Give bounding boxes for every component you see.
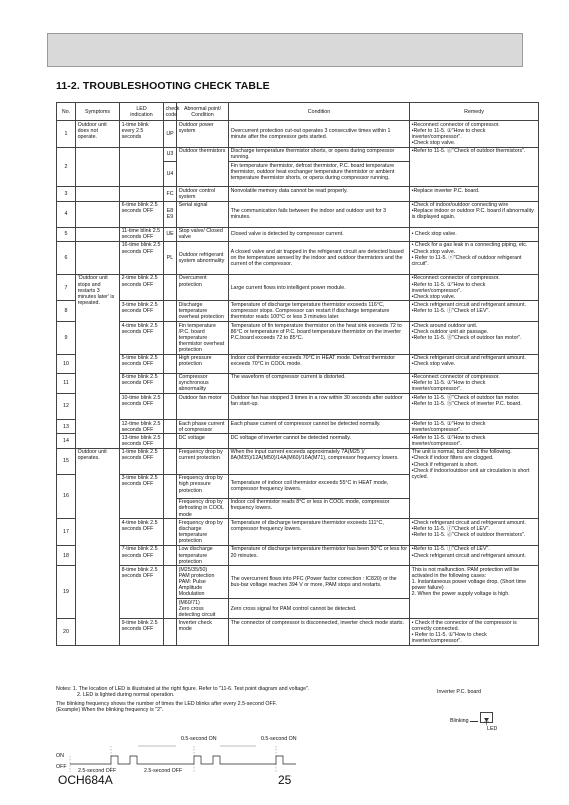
row-number: 10 [57,354,76,373]
remedy-cell: •Check refrigerant circuit and refrigerant amount. •Check stop valve. [410,354,539,373]
inverter-board-label: Inverter P.C. board [437,689,482,695]
header-band [47,33,523,67]
condition-cell: The waveform of compressor current is distorted. [229,373,410,393]
led-cell: 5-time blink 2.5 seconds OFF [120,354,164,373]
note-line: (Example) When the blinking frequency is "2". [56,707,164,714]
abnormal-cell: Frequency drop by defrosting in COOL mode [177,498,229,518]
abnormal-cell: (M25/35/50) PAM protection PAM: Pulse Amplitude Modulation [177,566,229,599]
table-row [57,545,539,565]
condition-cell: A closed valve and air trapped in the refrigerant circuit are detected based on the temperature sensed by the indoor and outdoor thermistors and the current of the compressor. [229,241,410,274]
abnormal-cell: Outdoor control system [177,187,229,201]
remedy-cell: •Refer to 11-5. ⓕ"Check of LEV". •Check refrigerant circuit and refrigerant amount. [410,545,539,565]
remedy-cell: •Refer to 11-5. ①"How to check inverter/compressor". [410,434,539,448]
row-number: 13 [57,420,76,434]
header-remedy: Remedy [410,103,539,121]
table-row [57,354,539,373]
row-number: 15 [57,448,76,474]
table-row [57,519,539,546]
table-row [57,566,539,599]
check-code-cell: U3 [164,147,177,161]
check-code-cell [164,373,177,393]
check-code-cell: FC [164,187,177,201]
symptom-cell [76,201,120,227]
check-code-cell: UE [164,227,177,241]
model-code: OCH684A [58,773,113,787]
check-code-cell [164,321,177,354]
condition-cell: Indoor coil thermistor reads 8°C or less in COOL mode, compressor frequency lowers. [229,498,410,518]
remedy-cell: •Reconnect connector of compressor. •Refer to 11-5. ①"How to check inverter/compressor". [410,373,539,393]
symptom-cell [76,227,120,241]
condition-cell: Fin temperature thermistor, defrost thermistor, P.C. board temperature thermistor, outdoor heat exchanger temperature thermistor or ambient temperature thermistor shorts, or opens during compressor running. [229,162,410,187]
note-line: 2. LED is lighted during normal operation. [77,692,175,699]
header-check-code: check code [164,103,177,121]
abnormal-cell: DC voltage [177,434,229,448]
table-row [57,373,539,393]
led-cell: 3-time blink 2.5 seconds OFF [120,474,164,518]
half-second-on-label: 0.5-second ON [181,736,217,742]
check-code-cell: PL [164,241,177,274]
remedy-cell: •Reconnect connector of compressor. •Refer to 11-5. ①"How to check inverter/compressor". •Check stop valve. [410,121,539,148]
header-led: LED indication [120,103,164,121]
led-cell: 11-time blink 2.5 seconds OFF [120,227,164,241]
abnormal-cell: Outdoor power system [177,121,229,148]
off-duration-label: 2.5-second OFF [144,768,183,774]
table-row [57,274,539,301]
note-line: Notes: 1. The location of LED is illustrated at the right figure. Refer to "11-6. Test point diagram and voltage". [56,686,310,692]
condition-cell: Zero cross signal for PAM control cannot be detected. [229,598,410,618]
remedy-cell: •Reconnect connector of compressor. •Refer to 11-5. ①"How to check inverter/compressor". •Check stop valve. [410,274,539,301]
abnormal-cell: Each phase current of compressor [177,420,229,434]
table-row [57,301,539,321]
led-cell: 4-time blink 2.5 seconds OFF [120,321,164,354]
led-cell: 16-time blink 2.5 seconds OFF [120,241,164,274]
condition-cell: Temperature of discharge temperature thermistor exceeds 111°C, compressor frequency lowers. [229,519,410,546]
table-row [57,227,539,241]
check-code-cell [164,354,177,373]
remedy-cell: • Check if the connector of the compressor is correctly connected. • Refer to 11-5. ①"How to check inverter/compressor". [410,619,539,646]
remedy-cell: •Refer to 11-5. ⓓ"Check of outdoor thermistors". [410,147,539,186]
table-row [57,420,539,434]
note-line: The blinking frequency shows the number of times the LED blinks after every 2.5-second OFF. [56,700,277,707]
check-code-cell [164,434,177,448]
led-cell: 4-time blink 2.5 seconds OFF [120,519,164,546]
troubleshooting-table [56,102,539,646]
page-title: 11-2. TROUBLESHOOTING CHECK TABLE [56,80,270,92]
abnormal-cell: Compressor synchronous abnormality [177,373,229,393]
condition-cell: Overcurrent protection cut-out operates 3 consecutive times within 1 minute after the compressor gets started. [229,121,410,148]
symptom-cell [76,147,120,186]
led-cell: 7-time blink 2.5 seconds OFF [120,545,164,565]
abnormal-cell: Frequency drop by current protection [177,448,229,474]
table-row [57,321,539,354]
table-row [57,394,539,420]
row-number: 11 [57,373,76,393]
led-cell: 1-time blink 2.5 seconds OFF [120,448,164,474]
symptom-cell [76,241,120,274]
abnormal-cell: Serial signal [177,201,229,227]
remedy-cell: •Check of indoor/outdoor connecting wire •Replace indoor or outdoor P.C. board if abnormality is displayed again. [410,201,539,227]
table-row [57,201,539,227]
abnormal-cell: Stop valve/ Closed valve [177,227,229,241]
condition-cell: The communication fails between the indoor and outdoor unit for 3 minutes. [229,201,410,227]
condition-cell: Temperature of discharge temperature thermistor has been 50°C or less for 20 minutes. [229,545,410,565]
condition-cell: Temperature of fin temperature thermistor on the heat sink exceeds 72 to 86°C or temperature of P.C. board temperature thermistor on the inverter P.C.board exceeds 72 to 85°C. [229,321,410,354]
abnormal-cell: Outdoor refrigerant system abnormality [177,241,229,274]
row-number: 8 [57,301,76,321]
condition-cell: Nonvolatile memory data cannot be read properly. [229,187,410,201]
table-row [57,448,539,474]
row-number: 17 [57,519,76,546]
table-row [57,121,539,148]
symptom-cell: Outdoor unit does not operate. [76,121,120,148]
page-number: 25 [278,773,292,787]
abnormal-cell: Overcurrent protection [177,274,229,301]
abnormal-cell: Frequency drop by discharge temperature protection [177,519,229,546]
check-code-cell [164,566,177,619]
condition-cell: Temperature of indoor coil thermistor exceeds 55°C in HEAT mode, compressor frequency lowers. [229,474,410,498]
timing-waveform [56,742,516,774]
remedy-cell: This is not malfunction. PAM protection will be activated in the following cases: 1. Instantaneous power voltage drop. (Short time power failure) 2. When the power supply voltage is high. [410,566,539,619]
check-code-cell [164,474,177,518]
led-symbol [480,712,493,723]
row-number: 18 [57,545,76,565]
led-cell: 3-time blink 2.5 seconds OFF [120,301,164,321]
row-number: 2 [57,147,76,186]
check-code-cell [164,448,177,474]
remedy-cell: • Check stop valve. [410,227,539,241]
led-label: LED [487,726,498,732]
led-cell: 6-time blink 2.5 seconds OFF [120,201,164,227]
led-cell: 1-time blink every 2.5 seconds [120,121,164,148]
row-number: 5 [57,227,76,241]
condition-cell: DC voltage of inverter cannot be detected normally. [229,434,410,448]
led-cell: 13-time blink 2.5 seconds OFF [120,434,164,448]
remedy-cell: •Check refrigerant circuit and refrigerant amount. •Refer to 11-5. ⓕ"Check of LEV". [410,301,539,321]
row-number: 12 [57,394,76,420]
abnormal-cell: Fin temperature /P.C. board temperature thermistor overheat protection [177,321,229,354]
on-label: ON [56,753,64,759]
led-cell: 9-time blink 2.5 seconds OFF [120,619,164,646]
row-number: 6 [57,241,76,274]
symptom-cell: 'Outdoor unit stops and restarts 3 minutes later' is repeated. [76,274,120,448]
table-row [57,434,539,448]
condition-cell: Temperature of discharge temperature thermistor exceeds 116°C, compressor stops. Compressor can restart if discharge temperature thermistor reads 100°C or less 3 minutes later. [229,301,410,321]
check-code-cell [164,301,177,321]
row-number: 19 [57,566,76,619]
table-row [57,241,539,274]
led-icon [481,717,492,726]
table-row [57,619,539,646]
half-second-on-label: 0.5-second ON [261,736,297,742]
abnormal-cell: (M60/71) Zero cross detecting circuit [177,598,229,618]
header-no: No. [57,103,76,121]
condition-cell: Large current flows into intelligent power module. [229,274,410,301]
condition-cell: Each phase current of compressor cannot be detected normally. [229,420,410,434]
check-code-cell [164,519,177,546]
condition-cell: Closed valve is detected by compressor current. [229,227,410,241]
check-code-cell: U4 [164,162,177,187]
condition-cell: The connector of compressor is disconnected, inverter check mode starts. [229,619,410,646]
remedy-cell: •Replace inverter P.C. board. [410,187,539,201]
abnormal-cell: Outdoor thermistors [177,147,229,186]
row-number: 7 [57,274,76,301]
header-abnormal: Abnormal point/ Condition [177,103,229,121]
abnormal-cell: High pressure protection [177,354,229,373]
notes [56,686,309,714]
remedy-cell: •Refer to 11-5. ⓖ"Check of outdoor fan motor. •Refer to 11-5. ⓗ"Check of inverter P.C. board. [410,394,539,420]
header-condition: Condition [229,103,410,121]
condition-cell: Outdoor fan has stopped 3 times in a row within 30 seconds after outdoor fan start-up. [229,394,410,420]
check-code-cell [164,619,177,646]
abnormal-cell: Inverter check mode [177,619,229,646]
check-code-cell: E8 E9 [164,201,177,227]
remedy-cell: •Refer to 11-5. ①"How to check inverter/compressor". [410,420,539,434]
table-row [57,187,539,201]
condition-cell: When the input current exceeds approximately 7A(M25 )/ 8A(M35)/12A(M50)/14A(M60)/16A(M71), compressor frequency lowers. [229,448,410,474]
row-number: 9 [57,321,76,354]
off-duration-label: 2.5-second OFF [78,768,117,774]
check-code-cell [164,420,177,434]
table-header-row [57,103,539,121]
row-number: 16 [57,474,76,518]
symptom-cell [76,187,120,201]
row-number: 3 [57,187,76,201]
abnormal-cell: Discharge temperature overheat protection [177,301,229,321]
remedy-cell: • Check for a gas leak in a connecting piping, etc. •Check stop valve. • Refer to 11-5. ⓔ"Check of outdoor refrigerant circuit". [410,241,539,274]
remedy-cell: •Check refrigerant circuit and refrigerant amount. •Refer to 11-5. ⓕ"Check of LEV". •Refer to 11-5. ⓓ"Check of outdoor thermistors". [410,519,539,546]
table-row [57,147,539,161]
condition-cell: The overcurrent flows into PFC (Power factor correction : IC820) or the bus-bar voltage reaches 394 V or more, PAM stops and restarts. [229,566,410,599]
header-symptoms: Symptoms [76,103,120,121]
symptom-cell: Outdoor unit operates. [76,448,120,645]
row-number: 4 [57,201,76,227]
led-cell [120,147,164,186]
row-number: 20 [57,619,76,646]
led-cell: 2-time blink 2.5 seconds OFF [120,274,164,301]
led-cell [120,187,164,201]
remedy-cell: •Check around outdoor unit. •Check outdoor unit air passage. •Refer to 11-5. ⓖ"Check of outdoor fan motor". [410,321,539,354]
condition-cell: Indoor coil thermistor exceeds 70°C in HEAT mode. Defrost thermistor exceeds 70°C in COOL mode. [229,354,410,373]
abnormal-cell: Frequency drop by high pressure protection [177,474,229,498]
check-code-cell [164,545,177,565]
led-cell: 8-time blink 2.5 seconds OFF [120,566,164,619]
check-code-cell [164,274,177,301]
check-code-cell: UP [164,121,177,148]
led-cell: 8-time blink 2.5 seconds OFF [120,373,164,393]
condition-cell: Discharge temperature thermistor shorts, or opens during compressor running. [229,147,410,161]
arrow-icon [470,721,478,722]
row-number: 1 [57,121,76,148]
blinking-label: Blinking [450,718,469,724]
check-code-cell [164,394,177,420]
led-cell: 10-time blink 2.5 seconds OFF [120,394,164,420]
abnormal-cell: Outdoor fan motor [177,394,229,420]
off-label: OFF [56,764,67,770]
row-number: 14 [57,434,76,448]
abnormal-cell: Low discharge temperature protection [177,545,229,565]
remedy-cell: The unit is normal, but check the following. •Check if indoor filters are clogged. •Check if refrigerant is short. •Check if indoor/outdoor unit air circulation is short cycled. [410,448,539,518]
led-cell: 12-time blink 2.5 seconds OFF [120,420,164,434]
